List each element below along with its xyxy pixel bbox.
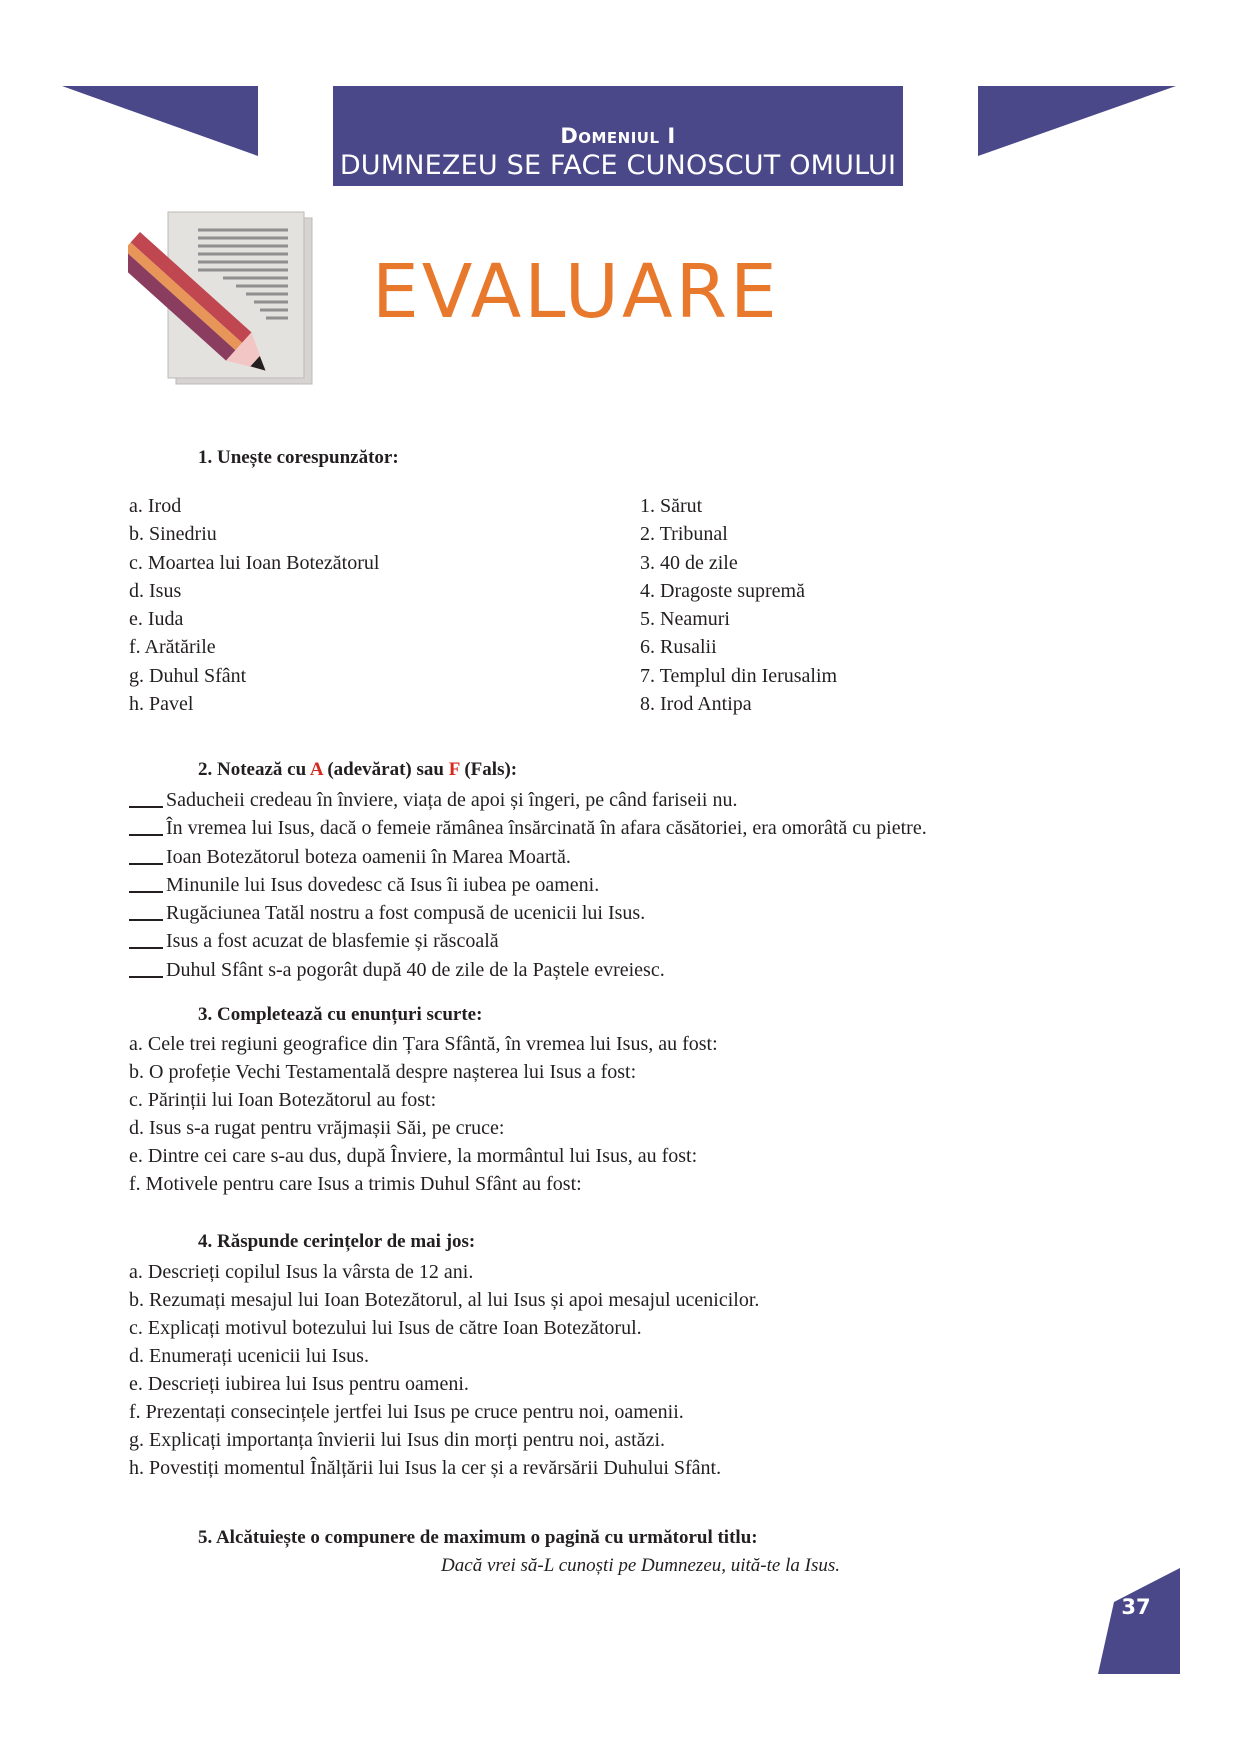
q1-left-item: g. Duhul Sfânt <box>129 664 247 687</box>
q3-list <box>129 1030 718 1198</box>
q1-right-item: 6. Rusalii <box>640 636 717 659</box>
page-number: 37 <box>1121 1595 1151 1619</box>
q2-statement-list <box>129 786 927 984</box>
q2-statement <box>129 956 927 984</box>
q1-heading: 1. Unește corespunzător: <box>198 447 399 468</box>
q1-left-item: e. Iuda <box>129 608 184 631</box>
q3-heading: 3. Completează cu enunțuri scurte: <box>198 1004 483 1025</box>
q1-right-item: 3. 40 de zile <box>640 551 738 574</box>
q2-statement-text: Duhul Sfânt s-a pogorât după 40 de zile de la Paștele evreiesc. <box>166 958 665 981</box>
q2-statement <box>129 843 927 871</box>
q2-statement <box>129 927 927 955</box>
q4-item: g. Explicați importanța învierii lui Isus din morți pentru noi, astăzi. <box>129 1429 666 1451</box>
q2-statement <box>129 899 927 927</box>
q1-right-column <box>640 492 837 718</box>
answer-blank[interactable] <box>129 947 163 949</box>
document-pencil-icon <box>128 200 334 400</box>
q2-statement-text: Saducheii credeau în înviere, viața de apoi și îngeri, pe când fariseii nu. <box>166 789 738 811</box>
q4-item: c. Explicați motivul botezului lui Isus de către Ioan Botezătorul. <box>129 1317 642 1339</box>
q2-statement-text: În vremea lui Isus, dacă o femeie rămânea însărcinată în afara căsătoriei, era omorâtă cu pietre. <box>166 817 927 840</box>
q1-right-item: 4. Dragoste supremă <box>640 579 805 602</box>
q4-item: d. Enumerați ucenicii lui Isus. <box>129 1345 369 1367</box>
q3-item: e. Dintre cei care s-au dus, după Înviere, la mormântul lui Isus, au fost: <box>129 1145 698 1167</box>
q2-statement-text: Isus a fost acuzat de blasfemie și răscoală <box>166 930 499 953</box>
q2-statement <box>129 814 927 842</box>
q2-statement <box>129 786 927 814</box>
answer-blank[interactable] <box>129 834 163 836</box>
q2-true-letter: A <box>309 759 323 780</box>
q2-heading <box>198 759 517 781</box>
answer-blank[interactable] <box>129 919 163 921</box>
q5-essay-title: Dacă vrei să-L cunoști pe Dumnezeu, uită-te la Isus. <box>441 1555 840 1576</box>
section-title: EVALUARE <box>372 249 780 335</box>
q1-left-item: d. Isus <box>129 579 182 602</box>
q1-right-item: 2. Tribunal <box>640 523 728 546</box>
q1-left-column <box>129 492 379 718</box>
q4-item: h. Povestiți momentul Înălțării lui Isus la cer și a revărsării Duhului Sfânt. <box>129 1457 722 1479</box>
q2-statement <box>129 871 927 899</box>
q2-statement-text: Ioan Botezătorul boteza oamenii în Marea Moartă. <box>166 845 571 868</box>
q4-item: f. Prezentați consecințele jertfei lui Isus pe cruce pentru noi, oamenii. <box>129 1401 684 1423</box>
q1-left-item: c. Moartea lui Ioan Botezătorul <box>129 551 380 574</box>
page-number-tab <box>1098 1568 1180 1674</box>
q1-right-item: 5. Neamuri <box>640 608 730 631</box>
q1-left-item: h. Pavel <box>129 693 194 716</box>
q4-item: e. Descrieți iubirea lui Isus pentru oameni. <box>129 1373 469 1395</box>
q1-right-item: 1. Sărut <box>640 495 703 517</box>
header-ribbon-right <box>978 86 1176 156</box>
q2-statement-text: Rugăciunea Tatăl nostru a fost compusă de ucenicii lui Isus. <box>166 902 646 925</box>
q3-item: a. Cele trei regiuni geografice din Țara Sfântă, în vremea lui Isus, au fost: <box>129 1033 718 1055</box>
q4-item: a. Descrieți copilul Isus la vârsta de 12 ani. <box>129 1261 474 1283</box>
q2-false-word: (Fals): <box>464 759 518 780</box>
q1-right-item: 7. Templul din Ierusalim <box>640 664 838 687</box>
q5-heading: 5. Alcătuiește o compunere de maximum o pagină cu următorul titlu: <box>198 1527 758 1548</box>
q4-item: b. Rezumați mesajul lui Ioan Botezătorul, al lui Isus și apoi mesajul ucenicilor. <box>129 1289 760 1311</box>
q4-heading: 4. Răspunde cerințelor de mai jos: <box>198 1231 476 1252</box>
answer-blank[interactable] <box>129 863 163 865</box>
q4-list <box>129 1258 759 1482</box>
q1-left-item: b. Sinedriu <box>129 523 217 546</box>
q3-item: b. O profeție Vechi Testamentală despre nașterea lui Isus a fost: <box>129 1061 637 1083</box>
answer-blank[interactable] <box>129 806 163 808</box>
q3-item: d. Isus s-a rugat pentru vrăjmașii Săi, pe cruce: <box>129 1117 505 1139</box>
q1-left-item: a. Irod <box>129 495 182 517</box>
answer-blank[interactable] <box>129 976 163 978</box>
q3-item: c. Părinții lui Ioan Botezătorul au fost: <box>129 1089 437 1111</box>
chapter-domain: Domeniul I <box>560 124 676 148</box>
answer-blank[interactable] <box>129 891 163 893</box>
q3-item: f. Motivele pentru care Isus a trimis Duhul Sfânt au fost: <box>129 1173 582 1195</box>
q1-right-item: 8. Irod Antipa <box>640 693 752 716</box>
q2-false-letter: F <box>448 759 460 780</box>
q2-heading-num: 2. Notează cu <box>198 759 307 780</box>
q1-left-item: f. Arătările <box>129 636 216 659</box>
q2-statement-text: Minunile lui Isus dovedesc că Isus îi iubea pe oameni. <box>166 873 600 896</box>
header-ribbon-left <box>62 86 258 156</box>
chapter-title: DUMNEZEU SE FACE CUNOSCUT OMULUI <box>339 150 897 181</box>
q2-true-word: (adevărat) sau <box>327 759 444 780</box>
chapter-header <box>333 86 903 186</box>
